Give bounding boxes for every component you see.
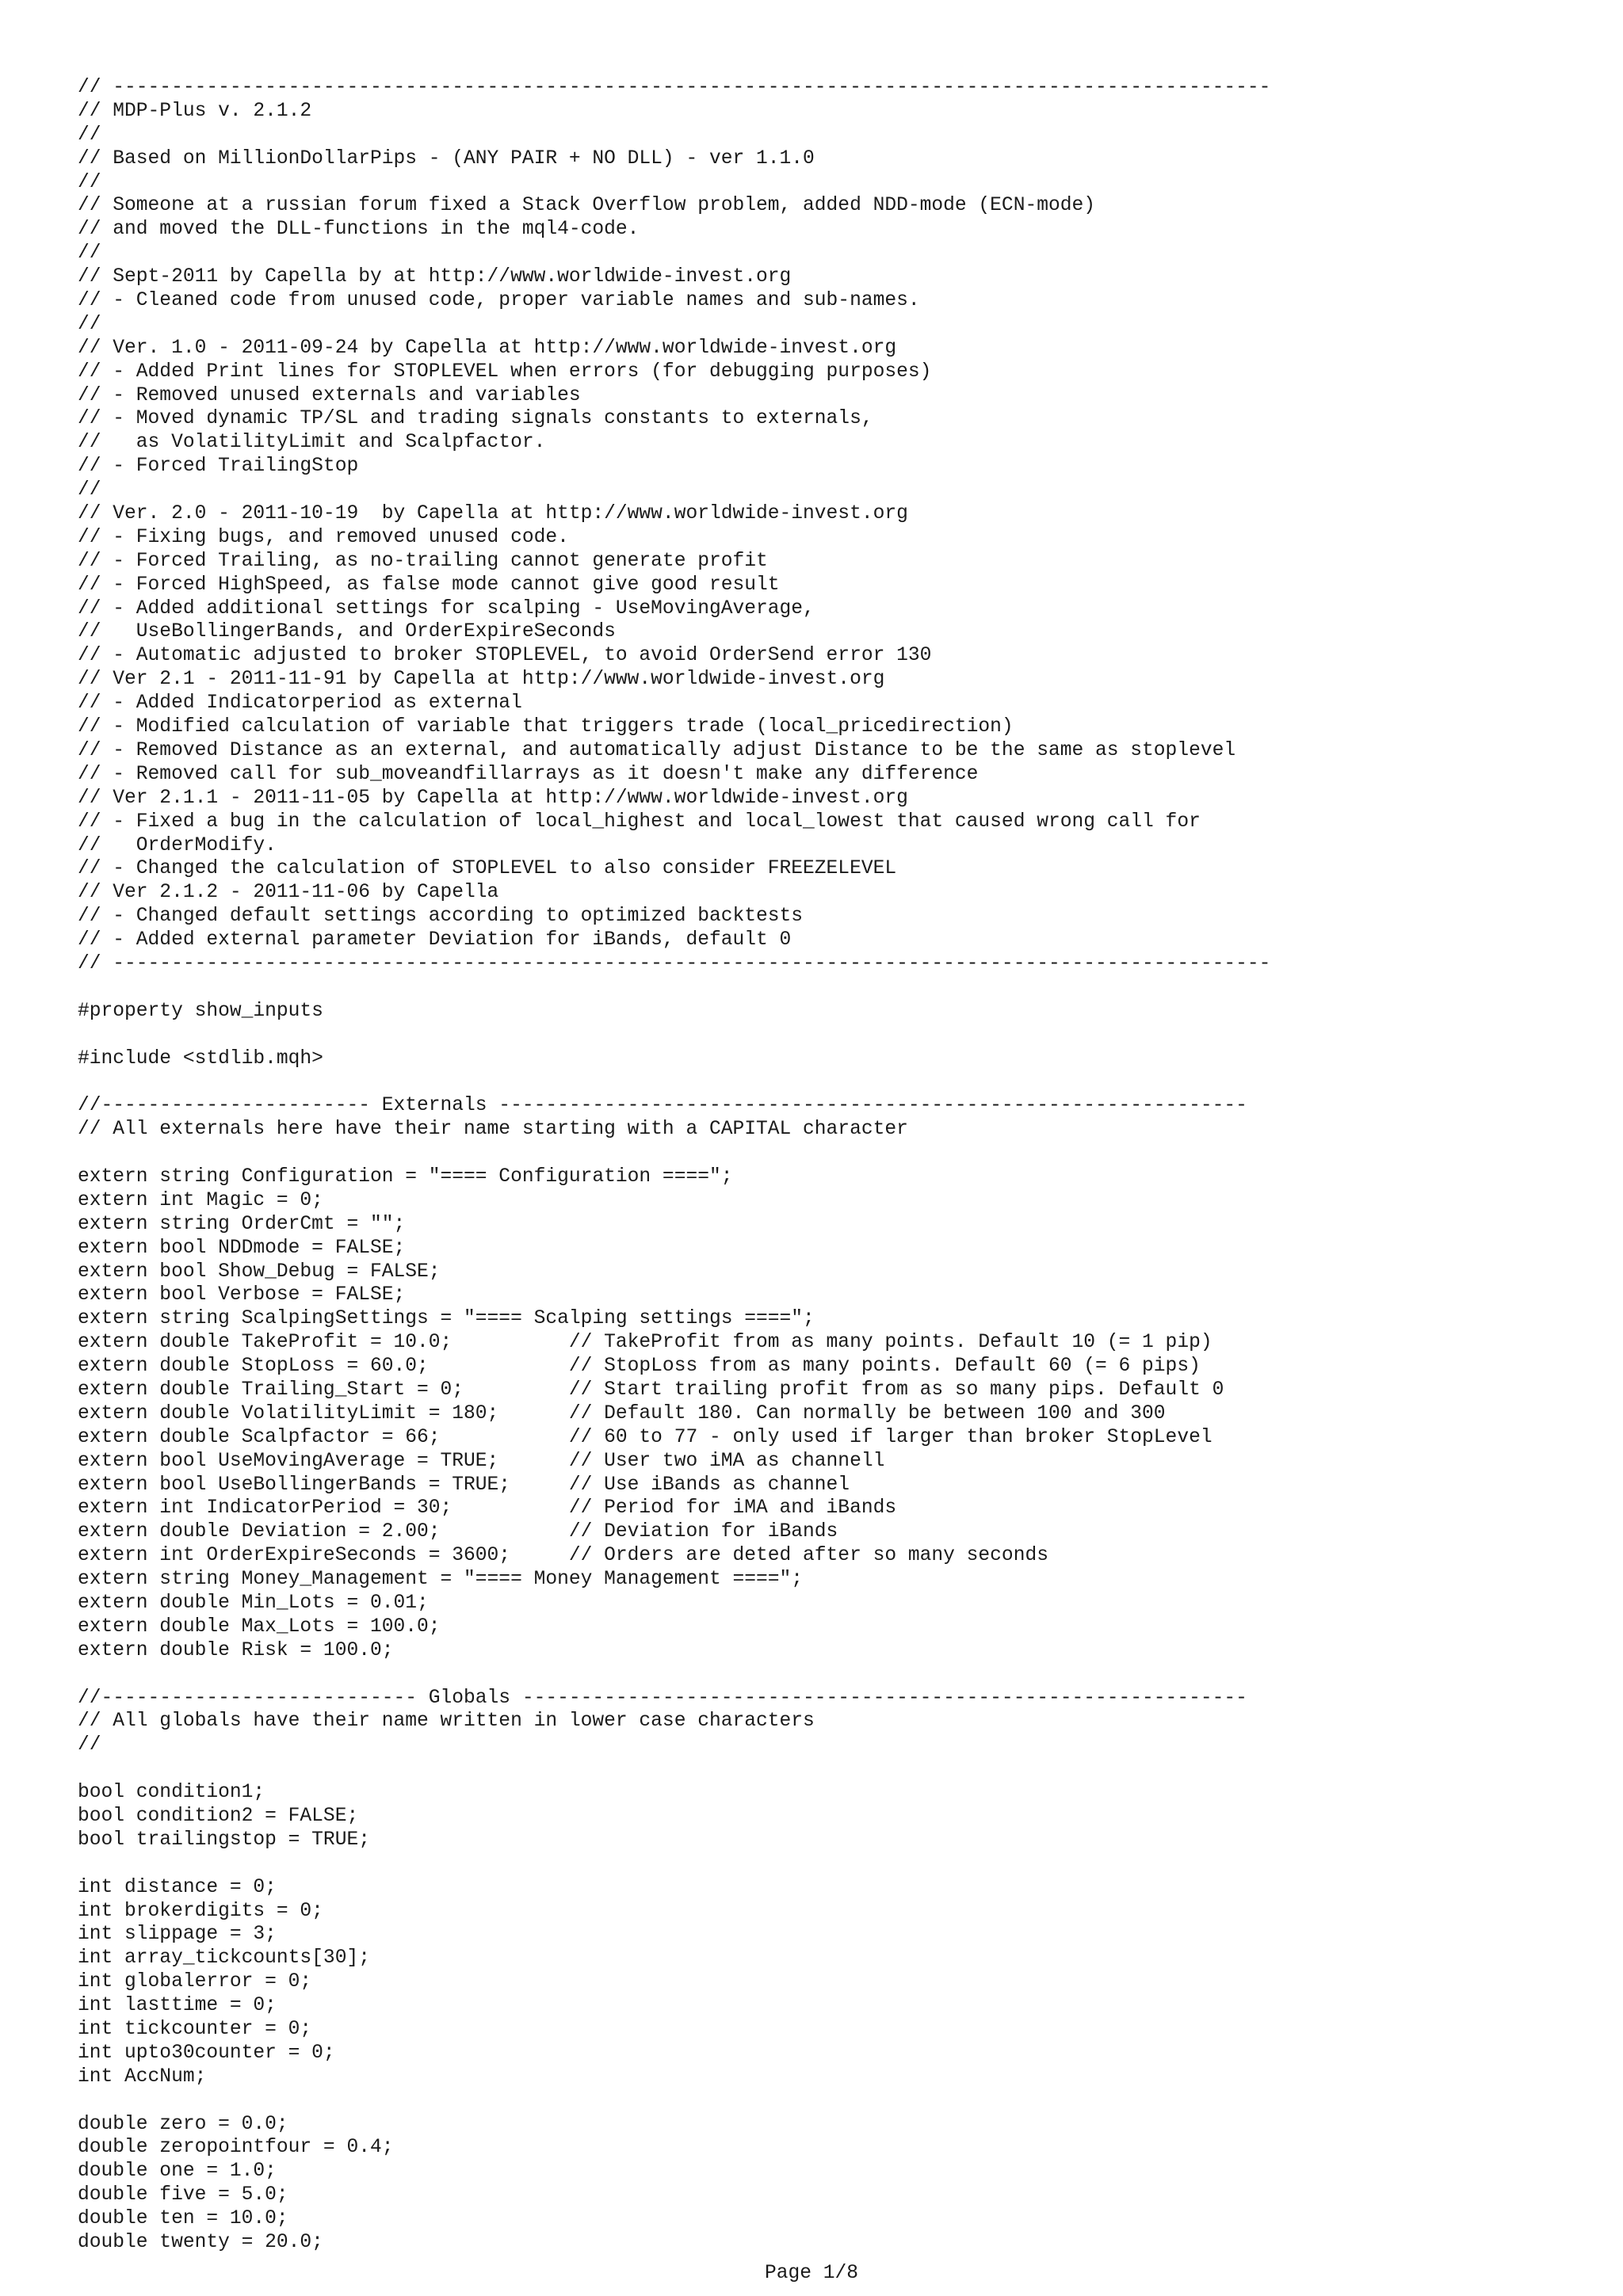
code-line: // All globals have their name written in lower case characters xyxy=(78,1711,815,1733)
code-line: extern double Scalpfactor = 66; // 60 to 77 - only used if larger than broker StopLevel xyxy=(78,1426,1212,1448)
code-line: extern double StopLoss = 60.0; // StopLoss from as many points. Default 60 (= 6 pips) xyxy=(78,1356,1201,1378)
code-line: // - Removed unused externals and variables xyxy=(78,384,581,406)
code-line: //----------------------- Externals ---------------------------------------------------------------- xyxy=(78,1095,1247,1117)
code-line: extern double Max_Lots = 100.0; xyxy=(78,1615,441,1638)
code-line xyxy=(78,1663,1270,1687)
code-line: extern int Magic = 0; xyxy=(78,1189,323,1211)
code-line: double zeropointfour = 0.4; xyxy=(78,2137,394,2159)
code-line: extern bool NDDmode = FALSE; xyxy=(78,1237,406,1259)
page-number: Page 1/8 xyxy=(764,2263,859,2284)
code-line: double ten = 10.0; xyxy=(78,2208,288,2230)
code-line: extern string Money_Management = "==== Money Management ===="; xyxy=(78,1569,804,1591)
code-line: double one = 1.0; xyxy=(78,2161,277,2183)
code-line: int slippage = 3; xyxy=(78,1924,277,1946)
code-line xyxy=(78,1757,1270,1781)
code-line: // - Forced TrailingStop xyxy=(78,456,359,478)
code-line: // - Added additional settings for scalping - UseMovingAverage, xyxy=(78,597,815,620)
code-line: // - Changed the calculation of STOPLEVEL to also consider FREEZELEVEL xyxy=(78,858,897,880)
code-line: // - Removed Distance as an external, and automatically adjust Distance to be the same as stoplevel xyxy=(78,739,1236,761)
code-line: // - Fixed a bug in the calculation of local_highest and local_lowest that caused wrong call for xyxy=(78,810,1201,833)
code-line xyxy=(78,2089,1270,2113)
code-line: bool trailingstop = TRUE; xyxy=(78,1829,370,1851)
code-line: bool condition1; xyxy=(78,1782,265,1804)
code-line: extern string ScalpingSettings = "==== Scalping settings ===="; xyxy=(78,1308,815,1330)
code-line: // - Removed call for sub_moveandfillarrays as it doesn't make any difference xyxy=(78,763,979,785)
code-line: // xyxy=(78,124,101,146)
code-line: // - Cleaned code from unused code, proper variable names and sub-names. xyxy=(78,290,920,312)
code-line: int upto30counter = 0; xyxy=(78,2042,335,2064)
code-line: // - Added Print lines for STOPLEVEL when errors (for debugging purposes) xyxy=(78,360,932,383)
code-line: bool condition2 = FALSE; xyxy=(78,1806,359,1828)
source-code-block xyxy=(78,76,1270,2255)
code-line: // - Added external parameter Deviation for iBands, default 0 xyxy=(78,929,792,952)
code-line: extern bool UseBollingerBands = TRUE; // Use iBands as channel xyxy=(78,1474,850,1496)
code-line: int globalerror = 0; xyxy=(78,1971,312,1993)
code-line: #include <stdlib.mqh> xyxy=(78,1047,323,1070)
code-line xyxy=(78,1852,1270,1876)
code-line: int AccNum; xyxy=(78,2065,207,2088)
code-line: extern string Configuration = "==== Configuration ===="; xyxy=(78,1165,733,1188)
code-line xyxy=(78,1024,1270,1047)
code-line: // Sept-2011 by Capella by at http://www.worldwide-invest.org xyxy=(78,266,792,288)
code-line: // Ver 2.1 - 2011-11-91 by Capella at http://www.worldwide-invest.org xyxy=(78,669,885,691)
code-line: // - Moved dynamic TP/SL and trading signals constants to externals, xyxy=(78,408,873,430)
code-line: // - Automatic adjusted to broker STOPLEVEL, to avoid OrderSend error 130 xyxy=(78,645,932,667)
code-line xyxy=(78,1142,1270,1165)
code-line: extern bool UseMovingAverage = TRUE; // User two iMA as channell xyxy=(78,1450,885,1472)
code-line: // All externals here have their name starting with a CAPITAL character xyxy=(78,1119,908,1141)
code-line: // Ver. 1.0 - 2011-09-24 by Capella at http://www.worldwide-invest.org xyxy=(78,337,897,359)
code-line: extern bool Show_Debug = FALSE; xyxy=(78,1261,441,1283)
code-line: // Ver 2.1.1 - 2011-11-05 by Capella at http://www.worldwide-invest.org xyxy=(78,787,908,809)
code-line: // as VolatilityLimit and Scalpfactor. xyxy=(78,432,546,454)
code-line: // Ver. 2.0 - 2011-10-19 by Capella at http://www.worldwide-invest.org xyxy=(78,503,908,525)
code-line: int lasttime = 0; xyxy=(78,1995,277,2017)
code-line: // MDP-Plus v. 2.1.2 xyxy=(78,100,312,122)
code-line: // - Added Indicatorperiod as external xyxy=(78,692,522,715)
code-line: // - Modified calculation of variable that triggers trade (local_pricedirection) xyxy=(78,716,1014,738)
code-line: // Ver 2.1.2 - 2011-11-06 by Capella xyxy=(78,882,499,904)
code-line: // - Forced Trailing, as no-trailing cannot generate profit xyxy=(78,550,768,572)
code-line: extern double TakeProfit = 10.0; // TakeProfit from as many points. Default 10 (= 1 pip) xyxy=(78,1332,1212,1354)
code-line: extern double Trailing_Start = 0; // Start trailing profit from as so many pips. Default 0 xyxy=(78,1379,1224,1401)
code-line: extern double Min_Lots = 0.01; xyxy=(78,1592,429,1614)
code-line: double five = 5.0; xyxy=(78,2184,288,2206)
code-line: // xyxy=(78,1734,101,1756)
code-line: // UseBollingerBands, and OrderExpireSeconds xyxy=(78,621,616,643)
code-line xyxy=(78,1070,1270,1094)
code-line: int tickcounter = 0; xyxy=(78,2019,312,2041)
code-line: // Someone at a russian forum fixed a Stack Overflow problem, added NDD-mode (ECN-mode) xyxy=(78,195,1096,217)
code-line xyxy=(78,976,1270,1000)
code-line: // --------------------------------------------------------------------------------------------------- xyxy=(78,77,1271,98)
code-line: extern string OrderCmt = ""; xyxy=(78,1213,406,1235)
code-line: #property show_inputs xyxy=(78,1000,323,1022)
code-line: // - Forced HighSpeed, as false mode cannot give good result xyxy=(78,574,780,596)
code-line: // - Fixing bugs, and removed unused code. xyxy=(78,526,569,548)
code-line: // xyxy=(78,313,101,335)
code-line: // xyxy=(78,242,101,265)
code-line: double twenty = 20.0; xyxy=(78,2232,323,2254)
code-line: // Based on MillionDollarPips - (ANY PAIR + NO DLL) - ver 1.1.0 xyxy=(78,147,815,170)
code-line: double zero = 0.0; xyxy=(78,2113,288,2135)
code-line: extern bool Verbose = FALSE; xyxy=(78,1284,406,1306)
code-line: int distance = 0; xyxy=(78,1876,277,1898)
code-line: //--------------------------- Globals -------------------------------------------------------------- xyxy=(78,1687,1247,1709)
code-line: extern int IndicatorPeriod = 30; // Period for iMA and iBands xyxy=(78,1497,897,1520)
code-line: // xyxy=(78,479,101,502)
code-line: extern double Risk = 100.0; xyxy=(78,1639,394,1661)
code-line: // xyxy=(78,171,101,193)
code-line: // --------------------------------------------------------------------------------------------------- xyxy=(78,952,1271,974)
code-line: int brokerdigits = 0; xyxy=(78,1900,323,1922)
code-line: extern double VolatilityLimit = 180; // Default 180. Can normally be between 100 and 300 xyxy=(78,1402,1166,1425)
code-line: extern int OrderExpireSeconds = 3600; // Orders are deted after so many seconds xyxy=(78,1545,1048,1567)
code-line: int array_tickcounts[30]; xyxy=(78,1947,370,1970)
code-line: // OrderModify. xyxy=(78,834,277,856)
code-line: // and moved the DLL-functions in the mql4-code. xyxy=(78,219,640,241)
code-line: extern double Deviation = 2.00; // Deviation for iBands xyxy=(78,1521,838,1543)
code-line: // - Changed default settings according to optimized backtests xyxy=(78,906,804,928)
